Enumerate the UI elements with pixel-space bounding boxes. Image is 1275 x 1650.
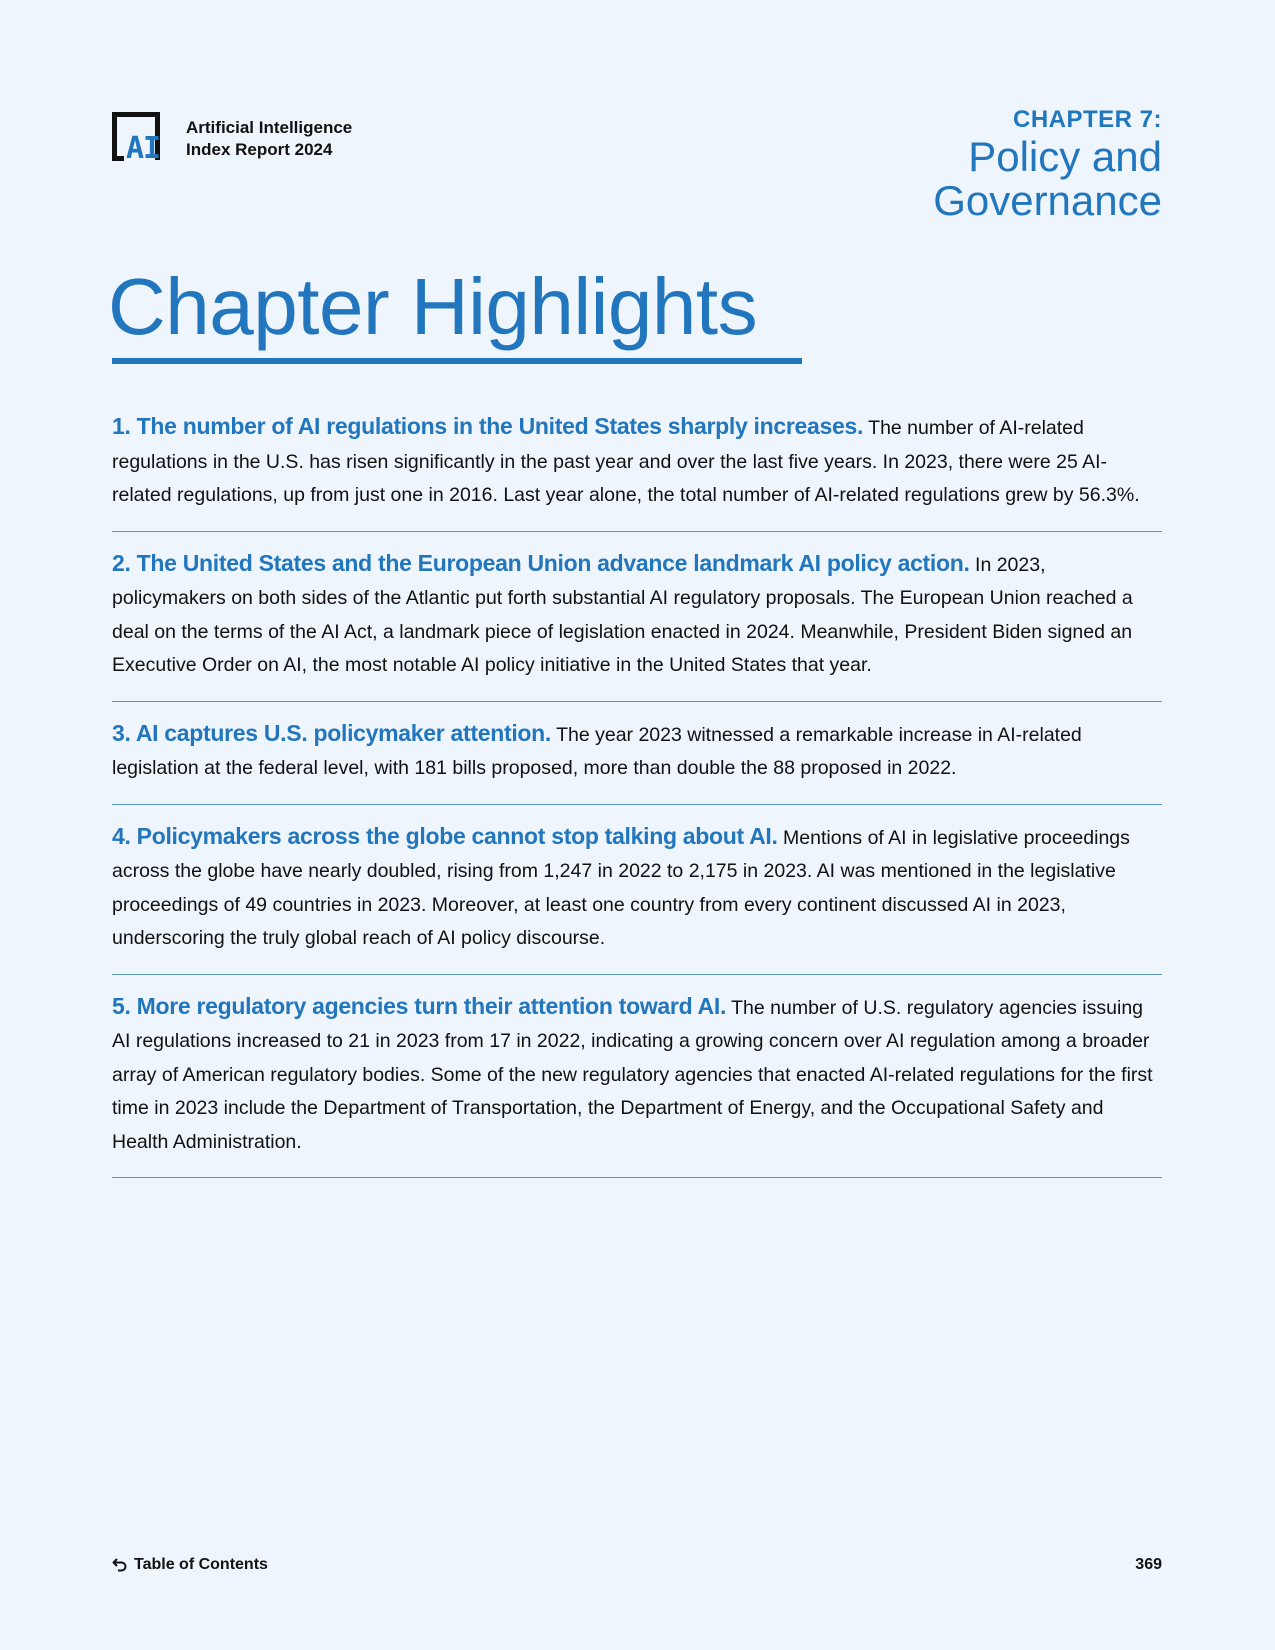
return-arrow-icon — [112, 1557, 128, 1573]
chapter-title-line-1: Policy and — [968, 133, 1162, 180]
highlight-heading: 1. The number of AI regulations in the United States sharply increases. — [112, 413, 864, 439]
highlight-paragraph — [112, 820, 1162, 956]
highlight-paragraph — [112, 990, 1162, 1160]
highlight-heading: 3. AI captures U.S. policymaker attention. — [112, 719, 552, 746]
chapter-title-line-2: Governance — [933, 177, 1162, 224]
highlight-paragraph — [112, 410, 1162, 513]
highlight-body: Mentions of AI in legislative proceedings across the globe have nearly doubled, rising from 1,247 in 2022 to 2,175 in 2023. AI was mentioned in the legislative proceedings of 49 countries in 2023. Moreover, at least one country from every continent discussed AI in 2023, underscoring the truly global reach of AI policy discourse. — [112, 826, 1130, 949]
page-number: 369 — [1135, 1556, 1162, 1573]
highlight-paragraph — [112, 547, 1162, 683]
logo-line-2: Index Report 2024 — [186, 140, 333, 159]
highlight-item-4 — [112, 820, 1162, 975]
highlight-body: In 2023, policymakers on both sides of the Atlantic put forth substantial AI regulatory proposals. The European Union reached a deal on the terms of the AI Act, a landmark piece of legislation enacted in 2024. Meanwhile, President Biden signed an Executive Order on AI, the most notable AI policy initiative in the United States that year. — [112, 553, 1133, 676]
highlight-item-2 — [112, 547, 1162, 702]
page-title: Chapter Highlights — [108, 262, 758, 351]
highlight-heading: 5. More regulatory agencies turn their attention toward AI. — [112, 992, 727, 1019]
highlight-body: The number of U.S. regulatory agencies issuing AI regulations increased to 21 in 2023 from 17 in 2022, indicating a growing concern over AI regulation among a broader array of American regulatory bodies. Some of the new regulatory agencies that enacted AI-related regulations for the first time in 2023 include the Department of Transportation, the Department of Energy, and the Occupational Safety and Health Administration. — [112, 996, 1153, 1153]
chapter-label: CHAPTER 7: — [1012, 106, 1162, 133]
highlight-paragraph — [112, 717, 1162, 786]
logo-ai-text: AI — [126, 131, 161, 166]
ai-logo-icon — [112, 112, 168, 166]
ai-index-logo — [112, 112, 352, 166]
highlights-list — [112, 410, 1162, 1193]
logo-wordmark — [186, 117, 352, 161]
highlight-item-5 — [112, 990, 1162, 1179]
highlight-heading: 4. Policymakers across the globe cannot stop talking about AI. — [112, 822, 778, 849]
title-underline — [112, 358, 802, 364]
highlight-body: The number of AI-related regulations in the U.S. has risen significantly in the past year and over the last five years. In 2023, there were 25 AI-related regulations, up from just one in 2016. Last year alone, the total number of AI-related regulations grew by 56.3%. — [112, 417, 1140, 506]
table-of-contents-link[interactable] — [112, 1556, 268, 1574]
highlight-item-3 — [112, 717, 1162, 805]
highlight-body: The year 2023 witnessed a remarkable increase in AI-related legislation at the federal level, with 181 bills proposed, more than double the 88 proposed in 2022. — [112, 723, 1082, 779]
highlight-item-1 — [112, 410, 1162, 532]
table-of-contents-label[interactable]: Table of Contents — [134, 1556, 268, 1573]
logo-bracket-foot — [112, 156, 124, 161]
highlight-heading: 2. The United States and the European Union advance landmark AI policy action. — [112, 549, 970, 576]
chapter-header — [933, 106, 1162, 222]
logo-line-1: Artificial Intelligence — [186, 118, 353, 137]
